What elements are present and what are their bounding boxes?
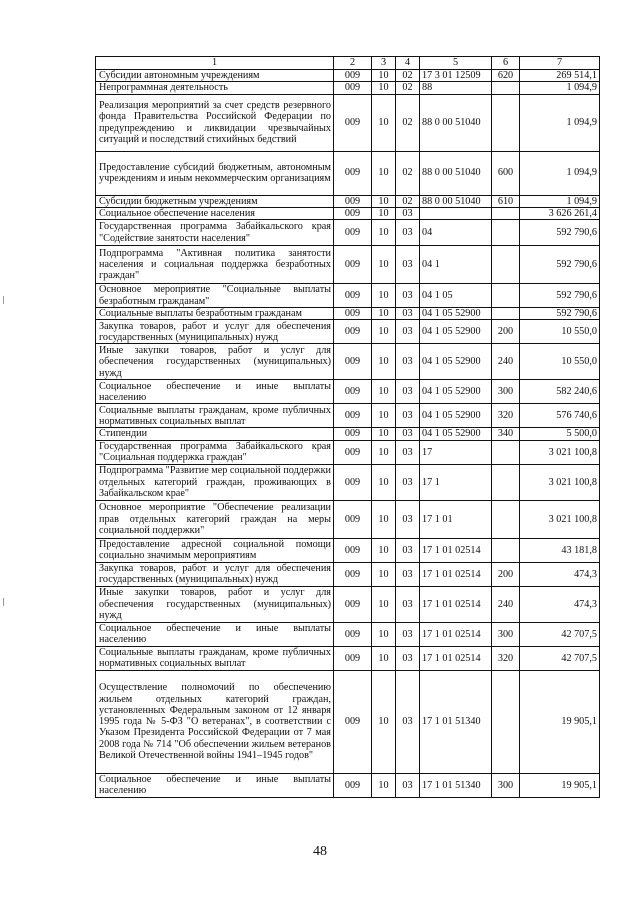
table-row — [96, 404, 600, 428]
row-target-article: 17 1 01 51340 — [420, 773, 492, 797]
row-admin-code: 009 — [334, 308, 372, 320]
row-amount: 1 094,9 — [520, 151, 600, 195]
row-admin-code: 009 — [334, 220, 372, 246]
row-expense-type: 610 — [492, 195, 520, 207]
row-expense-type — [492, 440, 520, 464]
row-target-article: 17 1 01 02514 — [420, 622, 492, 646]
row-amount: 10 550,0 — [520, 344, 600, 380]
row-section: 10 — [372, 586, 396, 622]
row-target-article: 04 1 05 52900 — [420, 308, 492, 320]
row-name: Социальное обеспечение и иные выплаты населению — [96, 622, 334, 646]
row-amount: 19 905,1 — [520, 773, 600, 797]
row-subsection: 03 — [396, 773, 420, 797]
row-subsection: 03 — [396, 246, 420, 284]
row-amount: 3 021 100,8 — [520, 500, 600, 538]
page-number: 48 — [313, 844, 327, 859]
row-admin-code: 009 — [334, 622, 372, 646]
row-name: Социальные выплаты гражданам, кроме публичных нормативных социальных выплат — [96, 646, 334, 670]
table-header-row — [96, 57, 600, 70]
row-target-article: 04 1 05 52900 — [420, 344, 492, 380]
row-admin-code: 009 — [334, 70, 372, 82]
row-name: Реализация мероприятий за счет средств резервного фонда Правительства Российской Федерации по предупреждению и ликвидации чрезвычайных ситуаций и последствий стихийных бедствий — [96, 94, 334, 151]
row-section: 10 — [372, 320, 396, 344]
row-subsection: 03 — [396, 320, 420, 344]
row-subsection: 03 — [396, 646, 420, 670]
budget-table — [95, 56, 600, 798]
row-target-article: 17 1 01 02514 — [420, 586, 492, 622]
table-row — [96, 562, 600, 586]
row-name: Социальное обеспечение и иные выплаты населению — [96, 380, 334, 404]
table-row — [96, 538, 600, 562]
row-amount: 474,3 — [520, 586, 600, 622]
row-target-article: 88 0 00 51040 — [420, 151, 492, 195]
table-row — [96, 586, 600, 622]
row-amount: 1 094,9 — [520, 82, 600, 94]
table-body — [96, 70, 600, 798]
row-amount: 42 707,5 — [520, 622, 600, 646]
row-subsection: 03 — [396, 670, 420, 773]
row-expense-type: 340 — [492, 428, 520, 440]
row-name: Социальные выплаты безработным гражданам — [96, 308, 334, 320]
row-expense-type: 200 — [492, 320, 520, 344]
row-name: Предоставление субсидий бюджетным, автономным учреждениям и иным некоммерческим организациям — [96, 151, 334, 195]
row-section: 10 — [372, 284, 396, 308]
row-subsection: 03 — [396, 440, 420, 464]
row-name: Иные закупки товаров, работ и услуг для обеспечения государственных (муниципальных) нужд — [96, 344, 334, 380]
row-expense-type: 320 — [492, 646, 520, 670]
header-col-2: 2 — [334, 57, 372, 70]
scan-edge-mark — [3, 296, 4, 304]
header-col-7: 7 — [520, 57, 600, 70]
row-section: 10 — [372, 440, 396, 464]
row-admin-code: 009 — [334, 94, 372, 151]
row-subsection: 03 — [396, 344, 420, 380]
row-section: 10 — [372, 82, 396, 94]
row-subsection: 03 — [396, 538, 420, 562]
table-row — [96, 94, 600, 151]
row-amount: 43 181,8 — [520, 538, 600, 562]
table-row — [96, 320, 600, 344]
row-target-article: 04 1 05 52900 — [420, 380, 492, 404]
row-subsection: 03 — [396, 284, 420, 308]
row-amount: 576 740,6 — [520, 404, 600, 428]
table-row — [96, 670, 600, 773]
row-admin-code: 009 — [334, 562, 372, 586]
row-target-article: 04 — [420, 220, 492, 246]
table-row — [96, 622, 600, 646]
row-section: 10 — [372, 464, 396, 500]
row-target-article: 04 1 05 52900 — [420, 404, 492, 428]
row-subsection: 02 — [396, 94, 420, 151]
row-target-article: 04 1 05 52900 — [420, 428, 492, 440]
row-admin-code: 009 — [334, 670, 372, 773]
row-admin-code: 009 — [334, 380, 372, 404]
row-expense-type — [492, 464, 520, 500]
row-section: 10 — [372, 773, 396, 797]
table-row — [96, 195, 600, 207]
table-row — [96, 380, 600, 404]
row-name: Подпрограмма "Активная политика занятости населения и социальная поддержка безработных граждан" — [96, 246, 334, 284]
row-expense-type — [492, 246, 520, 284]
table-row — [96, 646, 600, 670]
table-row — [96, 464, 600, 500]
row-name: Социальные выплаты гражданам, кроме публичных нормативных социальных выплат — [96, 404, 334, 428]
row-admin-code: 009 — [334, 344, 372, 380]
row-expense-type: 300 — [492, 773, 520, 797]
row-section: 10 — [372, 538, 396, 562]
row-subsection: 02 — [396, 151, 420, 195]
row-name: Стипендии — [96, 428, 334, 440]
row-section: 10 — [372, 94, 396, 151]
row-subsection: 02 — [396, 70, 420, 82]
row-name: Государственная программа Забайкальского края "Содействие занятости населения" — [96, 220, 334, 246]
header-col-5: 5 — [420, 57, 492, 70]
row-target-article: 17 3 01 12509 — [420, 70, 492, 82]
row-expense-type — [492, 538, 520, 562]
row-name: Субсидии автономным учреждениям — [96, 70, 334, 82]
row-section: 10 — [372, 220, 396, 246]
row-section: 10 — [372, 246, 396, 284]
row-amount: 592 790,6 — [520, 246, 600, 284]
row-expense-type: 620 — [492, 70, 520, 82]
row-target-article: 88 — [420, 82, 492, 94]
row-subsection: 03 — [396, 308, 420, 320]
row-subsection: 02 — [396, 195, 420, 207]
row-subsection: 03 — [396, 464, 420, 500]
row-admin-code: 009 — [334, 404, 372, 428]
row-amount: 269 514,1 — [520, 70, 600, 82]
row-expense-type — [492, 308, 520, 320]
row-amount: 592 790,6 — [520, 220, 600, 246]
row-expense-type: 600 — [492, 151, 520, 195]
row-section: 10 — [372, 151, 396, 195]
row-admin-code: 009 — [334, 151, 372, 195]
table-row — [96, 207, 600, 219]
row-expense-type: 200 — [492, 562, 520, 586]
table-row — [96, 428, 600, 440]
row-section: 10 — [372, 670, 396, 773]
table-row — [96, 773, 600, 797]
row-name: Основное мероприятие "Социальные выплаты безработным гражданам" — [96, 284, 334, 308]
row-amount: 1 094,9 — [520, 195, 600, 207]
row-expense-type: 240 — [492, 586, 520, 622]
row-amount: 474,3 — [520, 562, 600, 586]
row-subsection: 03 — [396, 380, 420, 404]
row-section: 10 — [372, 428, 396, 440]
row-amount: 3 021 100,8 — [520, 464, 600, 500]
row-amount: 10 550,0 — [520, 320, 600, 344]
row-section: 10 — [372, 562, 396, 586]
row-admin-code: 009 — [334, 586, 372, 622]
row-amount: 42 707,5 — [520, 646, 600, 670]
row-expense-type: 320 — [492, 404, 520, 428]
row-name: Субсидии бюджетным учреждениям — [96, 195, 334, 207]
row-target-article — [420, 207, 492, 219]
row-admin-code: 009 — [334, 320, 372, 344]
row-name: Основное мероприятие "Обеспечение реализации прав отдельных категорий граждан на меры социальной поддержки" — [96, 500, 334, 538]
row-target-article: 17 1 01 02514 — [420, 646, 492, 670]
row-subsection: 03 — [396, 220, 420, 246]
row-subsection: 03 — [396, 500, 420, 538]
row-target-article: 17 — [420, 440, 492, 464]
table-row — [96, 82, 600, 94]
row-admin-code: 009 — [334, 246, 372, 284]
row-subsection: 03 — [396, 207, 420, 219]
row-section: 10 — [372, 207, 396, 219]
row-admin-code: 009 — [334, 440, 372, 464]
row-expense-type — [492, 94, 520, 151]
row-expense-type — [492, 207, 520, 219]
row-target-article: 17 1 01 51340 — [420, 670, 492, 773]
row-target-article: 04 1 05 — [420, 284, 492, 308]
row-name: Подпрограмма "Развитие мер социальной поддержки отдельных категорий граждан, проживающих в Забайкальском крае" — [96, 464, 334, 500]
row-subsection: 03 — [396, 622, 420, 646]
row-name: Непрограммная деятельность — [96, 82, 334, 94]
row-amount: 3 021 100,8 — [520, 440, 600, 464]
row-admin-code: 009 — [334, 538, 372, 562]
table-row — [96, 151, 600, 195]
table-row — [96, 308, 600, 320]
row-target-article: 88 0 00 51040 — [420, 195, 492, 207]
row-target-article: 88 0 00 51040 — [420, 94, 492, 151]
row-expense-type — [492, 670, 520, 773]
row-section: 10 — [372, 380, 396, 404]
scan-edge-mark — [3, 598, 4, 606]
row-amount: 5 500,0 — [520, 428, 600, 440]
row-target-article: 17 1 — [420, 464, 492, 500]
row-section: 10 — [372, 622, 396, 646]
row-target-article: 17 1 01 02514 — [420, 538, 492, 562]
row-name: Государственная программа Забайкальского края "Социальная поддержка граждан" — [96, 440, 334, 464]
row-admin-code: 009 — [334, 464, 372, 500]
table-row — [96, 344, 600, 380]
row-section: 10 — [372, 646, 396, 670]
row-expense-type: 300 — [492, 622, 520, 646]
table-row — [96, 284, 600, 308]
row-amount: 582 240,6 — [520, 380, 600, 404]
row-section: 10 — [372, 195, 396, 207]
row-subsection: 03 — [396, 404, 420, 428]
row-subsection: 03 — [396, 428, 420, 440]
table-row — [96, 500, 600, 538]
row-name: Иные закупки товаров, работ и услуг для обеспечения государственных (муниципальных) нужд — [96, 586, 334, 622]
row-subsection: 03 — [396, 562, 420, 586]
row-admin-code: 009 — [334, 207, 372, 219]
row-admin-code: 009 — [334, 773, 372, 797]
row-expense-type — [492, 500, 520, 538]
row-amount: 3 626 261,4 — [520, 207, 600, 219]
row-expense-type: 240 — [492, 344, 520, 380]
row-amount: 19 905,1 — [520, 670, 600, 773]
table-row — [96, 220, 600, 246]
row-admin-code: 009 — [334, 82, 372, 94]
row-section: 10 — [372, 500, 396, 538]
row-name: Предоставление адресной социальной помощи социально значимым мероприятиям — [96, 538, 334, 562]
header-col-1: 1 — [96, 57, 334, 70]
table-row — [96, 440, 600, 464]
row-amount: 1 094,9 — [520, 94, 600, 151]
row-amount: 592 790,6 — [520, 308, 600, 320]
row-admin-code: 009 — [334, 428, 372, 440]
row-target-article: 17 1 01 02514 — [420, 562, 492, 586]
row-admin-code: 009 — [334, 646, 372, 670]
row-expense-type — [492, 284, 520, 308]
row-expense-type — [492, 220, 520, 246]
row-section: 10 — [372, 70, 396, 82]
header-col-6: 6 — [492, 57, 520, 70]
row-amount: 592 790,6 — [520, 284, 600, 308]
row-name: Социальное обеспечение населения — [96, 207, 334, 219]
row-name: Осуществление полномочий по обеспечению жильем отдельных категорий граждан, установленных Федеральным законом от 12 января 1995 года № 5-ФЗ "О ветеранах", в соответствии с Указом Президента Российской Федерации от 7 мая 2008 года № 714 "Об обеспечении жильем ветеранов Великой Отечественной войны 1941–1945 годов" — [96, 670, 334, 773]
row-section: 10 — [372, 404, 396, 428]
row-name: Социальное обеспечение и иные выплаты населению — [96, 773, 334, 797]
row-subsection: 03 — [396, 586, 420, 622]
row-admin-code: 009 — [334, 195, 372, 207]
row-admin-code: 009 — [334, 284, 372, 308]
header-col-4: 4 — [396, 57, 420, 70]
row-subsection: 02 — [396, 82, 420, 94]
header-col-3: 3 — [372, 57, 396, 70]
row-section: 10 — [372, 308, 396, 320]
table-row — [96, 70, 600, 82]
row-target-article: 04 1 05 52900 — [420, 320, 492, 344]
row-section: 10 — [372, 344, 396, 380]
row-expense-type — [492, 82, 520, 94]
row-target-article: 04 1 — [420, 246, 492, 284]
row-target-article: 17 1 01 — [420, 500, 492, 538]
row-admin-code: 009 — [334, 500, 372, 538]
row-expense-type: 300 — [492, 380, 520, 404]
row-name: Закупка товаров, работ и услуг для обеспечения государственных (муниципальных) нужд — [96, 562, 334, 586]
table-row — [96, 246, 600, 284]
row-name: Закупка товаров, работ и услуг для обеспечения государственных (муниципальных) нужд — [96, 320, 334, 344]
